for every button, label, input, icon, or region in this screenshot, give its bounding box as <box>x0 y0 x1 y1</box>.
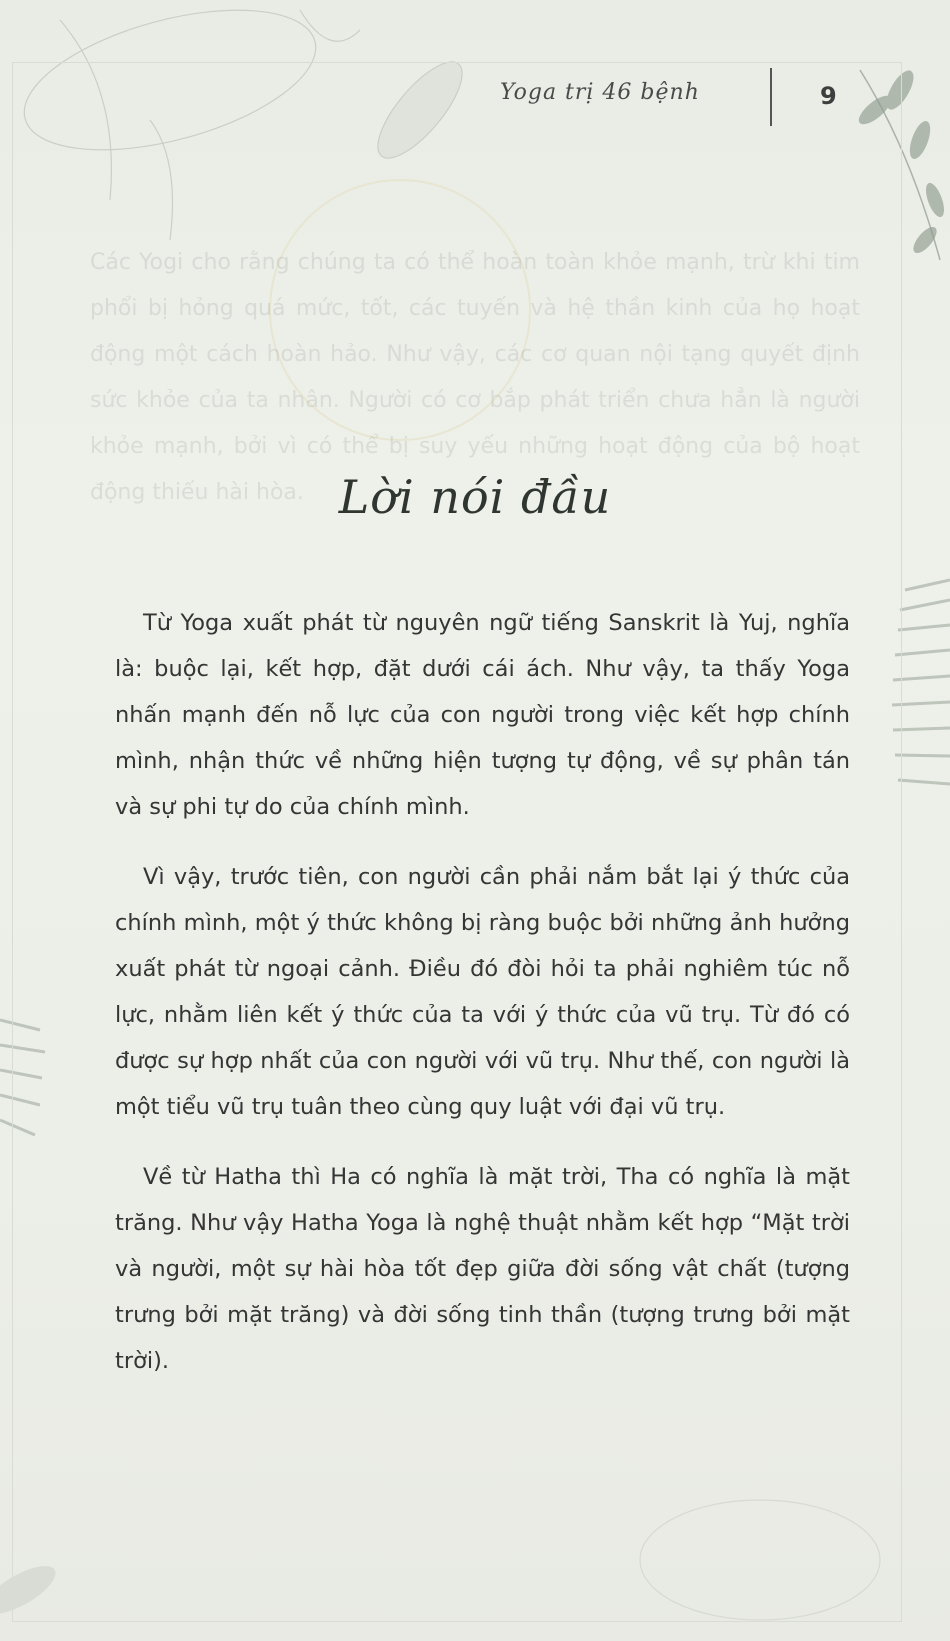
chapter-title: Lời nói đầu <box>338 470 612 524</box>
running-header-title: Yoga trị 46 bệnh <box>500 80 700 105</box>
page-number: 9 <box>820 82 837 110</box>
paragraph: Từ Yoga xuất phát từ nguyên ngữ tiếng Sanskrit là Yuj, nghĩa là: buộc lại, kết hợp, đặt dưới cái ách. Như vậy, ta thấy Yoga nhấn mạnh đến nỗ lực của con người trong việc kết hợp chính mình, nhận thức về những hiện tượng tự động, về sự phân tán và sự phi tự do của chính mình. <box>115 610 850 820</box>
paragraph: Về từ Hatha thì Ha có nghĩa là mặt trời, Tha có nghĩa là mặt trăng. Như vậy Hatha Yoga là nghệ thuật nhằm kết hợp “Mặt trời và người, một sự hài hòa tốt đẹp giữa đời sống vật chất (tượng trưng bởi mặt trăng) và đời sống tinh thần (tượng trưng bởi mặt trời). <box>115 1164 850 1374</box>
header-divider <box>770 68 772 126</box>
body-text <box>115 600 850 1408</box>
paragraph: Vì vậy, trước tiên, con người cần phải nắm bắt lại ý thức của chính mình, một ý thức không bị ràng buộc bởi những ảnh hưởng xuất phát từ ngoại cảnh. Điều đó đòi hỏi ta phải nghiêm túc nỗ lực, nhằm liên kết ý thức của ta với ý thức của vũ trụ. Từ đó có được sự hợp nhất của con người với vũ trụ. Như thế, con người là một tiểu vũ trụ tuân theo cùng quy luật với đại vũ trụ. <box>115 864 850 1120</box>
show-through-text: Các Yogi cho rằng chúng ta có thể hoàn toàn khỏe mạnh, trừ khi tim phổi bị hỏng quá mức, tốt, các tuyến và hệ thần kinh của họ hoạt động một cách hoàn hảo. Như vậy, các cơ quan nội tạng quyết định sức khỏe của ta nhân. Người có cơ bắp phát triển chưa hẳn là người khỏe mạnh, bởi vì có thể bị suy yếu những hoạt động của bộ hoạt động thiếu hài hòa. <box>90 250 860 505</box>
